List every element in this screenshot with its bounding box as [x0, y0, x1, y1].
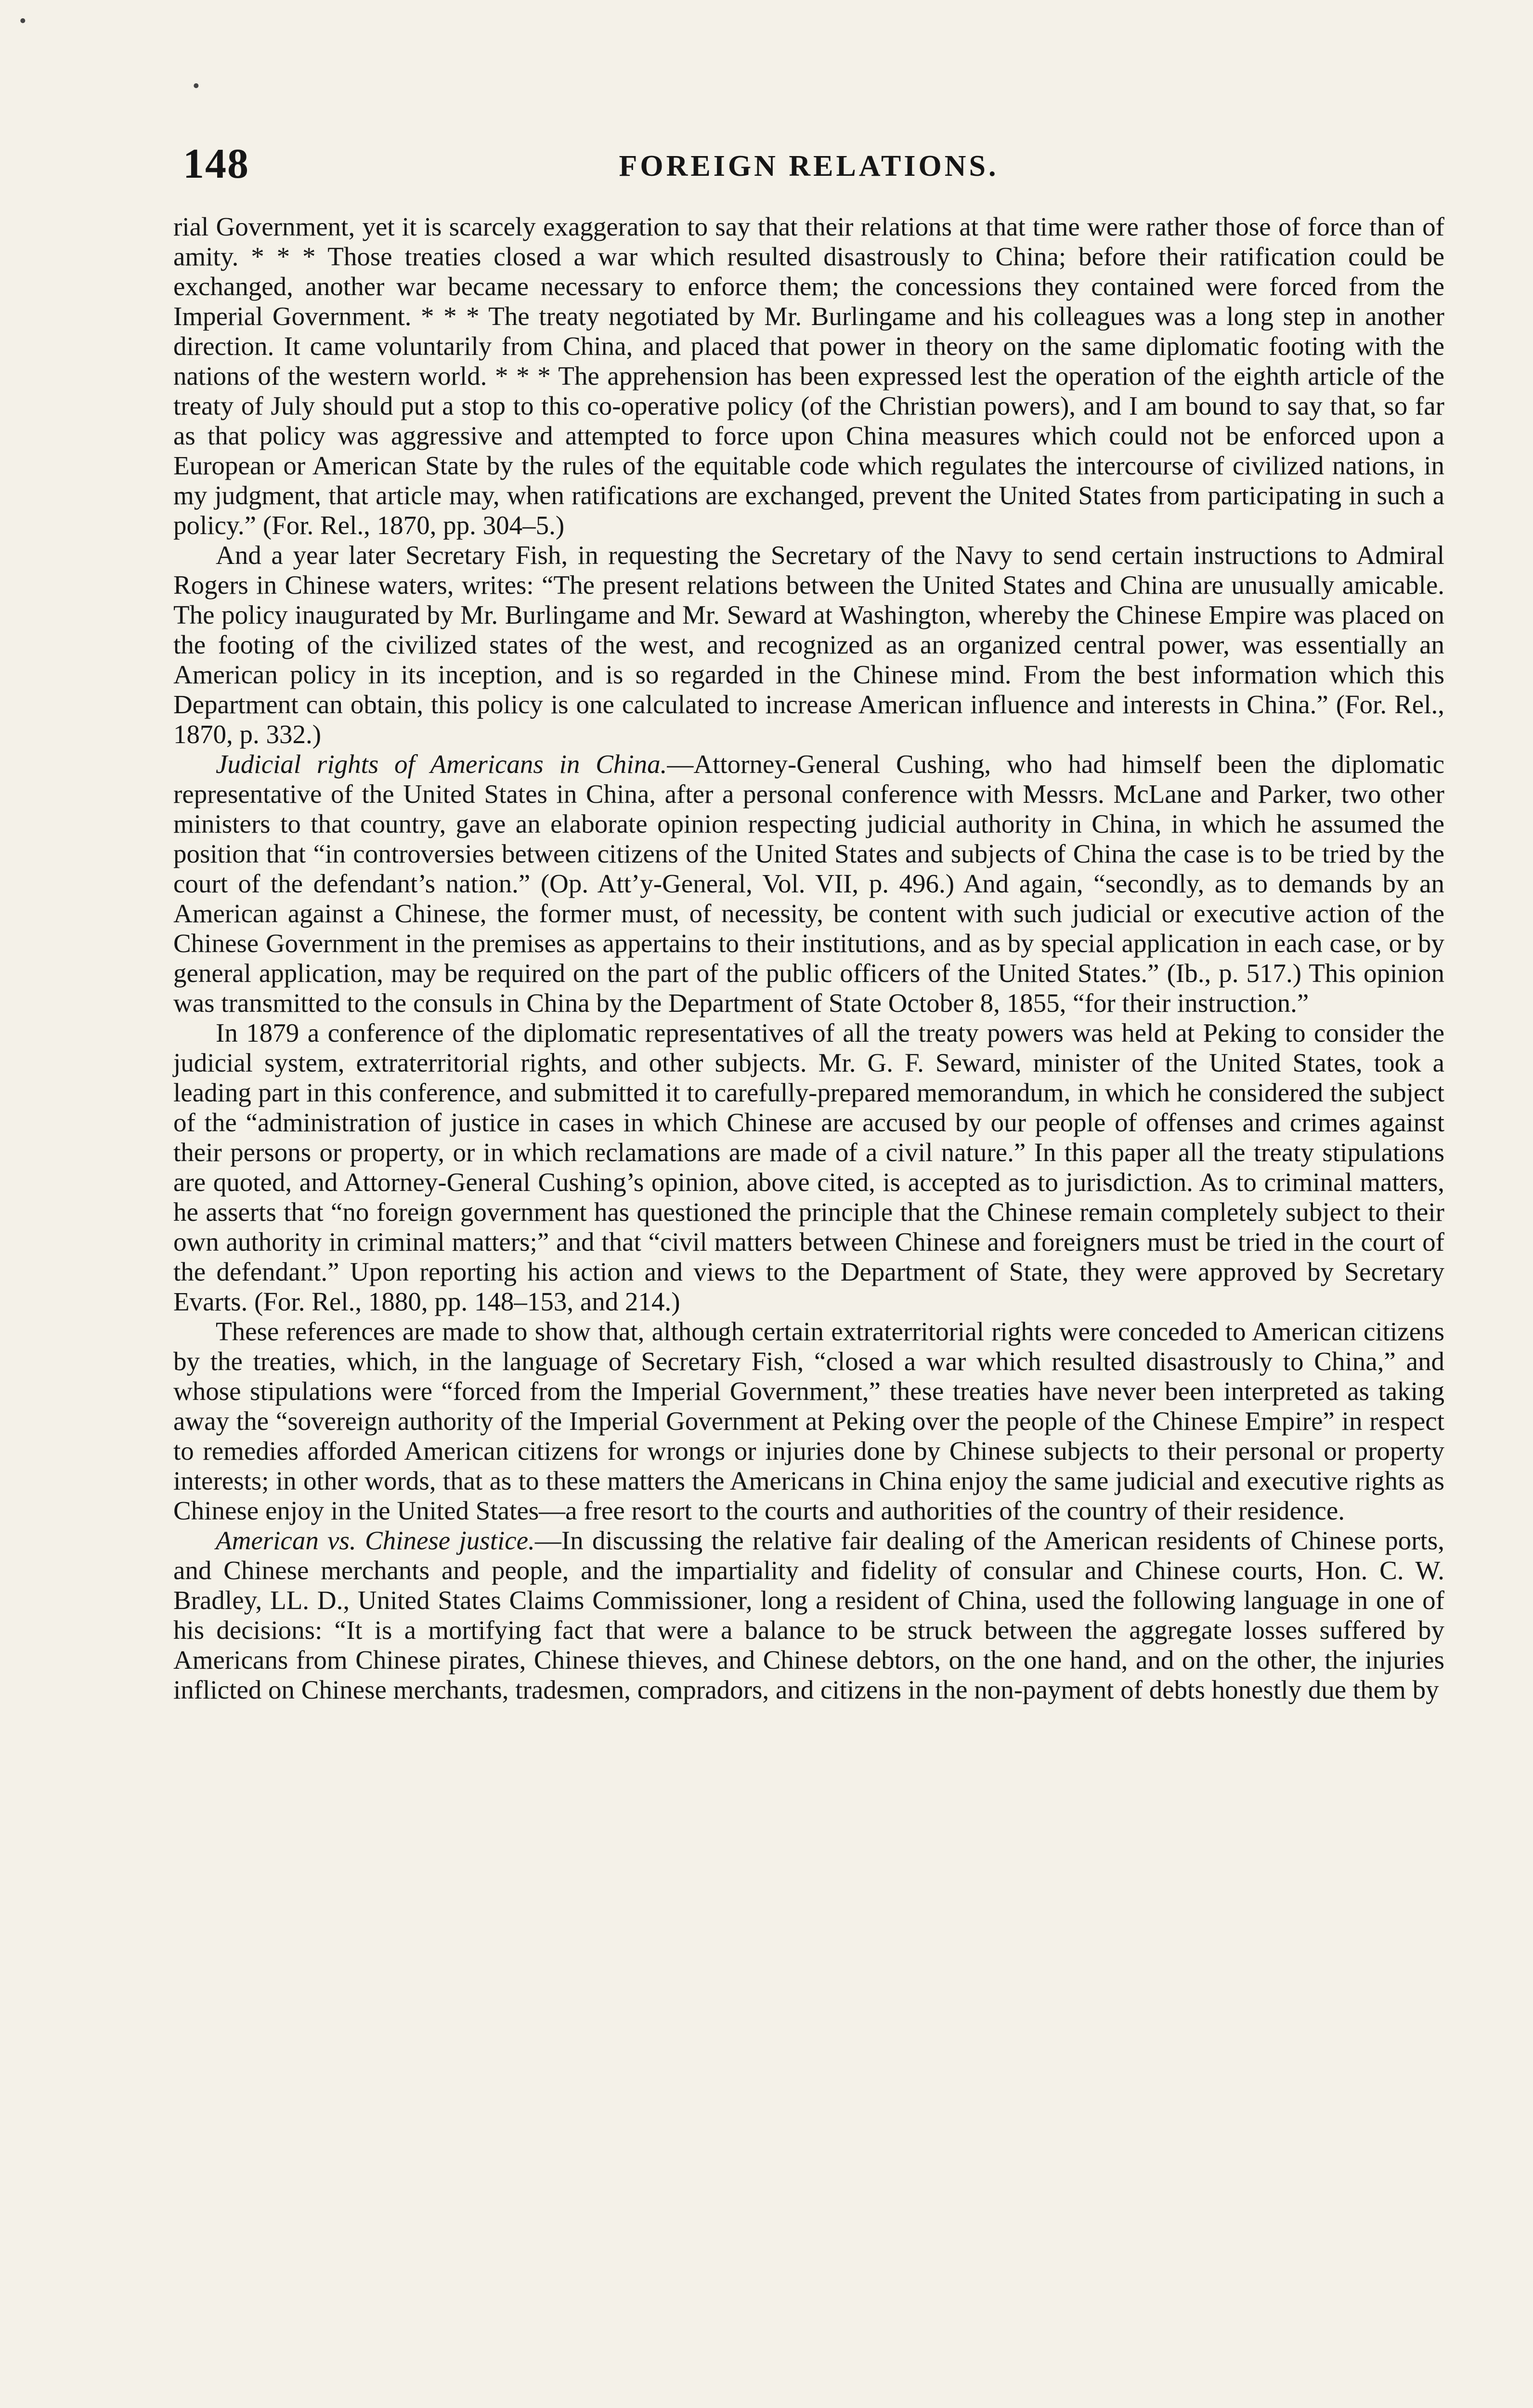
paragraph-lead: Judicial rights of Americans in China. [216, 749, 667, 779]
paragraph [173, 212, 1444, 540]
paragraph [173, 1018, 1444, 1317]
margin-mark: • [193, 75, 200, 97]
margin-mark: • [19, 10, 26, 32]
paragraph-text: In 1879 a conference of the diplomatic representatives of all the treaty powers was held at Peking to consider the judicial system, extraterritorial rights, and other subjects. Mr. G. F. Seward, minister of the United States, took a leading part in this conference, and submitted it to carefully-prepared memorandum, in which he considered the subject of the “administration of justice in cases in which Chinese are accused by our people of offenses and crimes against their persons or property, or in which reclamations are made of a civil nature.” In this paper all the treaty stipulations are quoted, and Attorney-General Cushing’s opinion, above cited, is accepted as to jurisdiction. As to criminal matters, he asserts that “no foreign government has questioned the principle that the Chinese remain completely subject to their own authority in criminal matters;” and that “civil matters between Chinese and foreigners must be tried in the court of the defendant.” Upon reporting his action and views to the Department of State, they were approved by Secretary Evarts. (For. Rel., 1880, pp. 148–153, and 214.) [173, 1018, 1444, 1316]
paragraph-lead: American vs. Chinese justice. [216, 1526, 535, 1555]
paragraph-text: —Attorney-General Cushing, who had himself been the diplomatic representative of the United States in China, after a personal conference with Messrs. McLane and Parker, two other ministers to that country, gave an elaborate opinion respecting judicial authority in China, in which he assumed the position that “in controversies between citizens of the United States and subjects of China the case is to be tried by the court of the defendant’s nation.” (Op. Att’y-General, Vol. VII, p. 496.) And again, “secondly, as to demands by an American against a Chinese, the former must, of necessity, be content with such judicial or executive action of the Chinese Government in the premises as appertains to their institutions, and as by special application in each case, or by general application, may be required on the part of the public officers of the United States.” (Ib., p. 517.) This opinion was transmitted to the consuls in China by the Department of State October 8, 1855, “for their instruction.” [173, 749, 1444, 1018]
document-page [173, 130, 1444, 1705]
paragraph [173, 749, 1444, 1018]
paragraph [173, 1317, 1444, 1526]
paragraph [173, 1526, 1444, 1705]
page-header [173, 130, 1444, 197]
paragraph-text: —In discussing the relative fair dealing of the American residents of Chinese ports, and Chinese merchants and people, and the impartiality and fidelity of consular and Chinese courts, Hon. C. W. Bradley, LL. D., United States Claims Commissioner, long a resident of China, used the following language in one of his decisions: “It is a mortifying fact that were a balance to be struck between the aggregate losses suffered by Americans from Chinese pirates, Chinese thieves, and Chinese debtors, on the one hand, and on the other, the injuries inflicted on Chinese merchants, tradesmen, compradors, and citizens in the non-payment of debts honestly due them by [173, 1526, 1444, 1704]
paragraph [173, 540, 1444, 749]
page-number: 148 [183, 141, 249, 187]
paragraph-text: These references are made to show that, although certain extraterritorial rights were conceded to American citizens by the treaties, which, in the language of Secretary Fish, “closed a war which resulted disastrously to China,” and whose stipulations were “forced from the Imperial Government,” these treaties have never been interpreted as taking away the “sovereign authority of the Imperial Government at Peking over the people of the Chinese Empire” in respect to remedies afforded American citizens for wrongs or injuries done by Chinese subjects to their personal or property interests; in other words, that as to these matters the Americans in China enjoy the same judicial and executive rights as Chinese enjoy in the United States—a free resort to the courts and authorities of the country of their residence. [173, 1317, 1444, 1525]
paragraph-text: And a year later Secretary Fish, in requesting the Secretary of the Navy to send certain instructions to Admiral Rogers in Chinese waters, writes: “The present relations between the United States and China are unusually amicable. The policy inaugurated by Mr. Burlingame and Mr. Seward at Washington, whereby the Chinese Empire was placed on the footing of the civilized states of the west, and recognized as an organized central power, was essentially an American policy in its inception, and is so regarded in the Chinese mind. From the best information which this Department can obtain, this policy is one calculated to increase American influence and interests in China.” (For. Rel., 1870, p. 332.) [173, 540, 1444, 749]
body-text [173, 212, 1444, 1705]
running-title: FOREIGN RELATIONS. [619, 150, 999, 183]
paragraph-text: rial Government, yet it is scarcely exaggeration to say that their relations at that time were rather those of force than of amity. * * * Those treaties closed a war which resulted disastrously to China; before their ratification could be exchanged, another war became necessary to enforce them; the concessions they contained were forced from the Imperial Government. * * * The treaty negotiated by Mr. Burlingame and his colleagues was a long step in another direction. It came voluntarily from China, and placed that power in theory on the same diplomatic footing with the nations of the western world. * * * The apprehension has been expressed lest the operation of the eighth article of the treaty of July should put a stop to this co-operative policy (of the Christian powers), and I am bound to say that, so far as that policy was aggressive and attempted to force upon China measures which could not be enforced upon a European or American State by the rules of the equitable code which regulates the intercourse of civilized nations, in my judgment, that article may, when ratifications are exchanged, prevent the United States from participating in such a policy.” (For. Rel., 1870, pp. 304–5.) [173, 212, 1444, 540]
